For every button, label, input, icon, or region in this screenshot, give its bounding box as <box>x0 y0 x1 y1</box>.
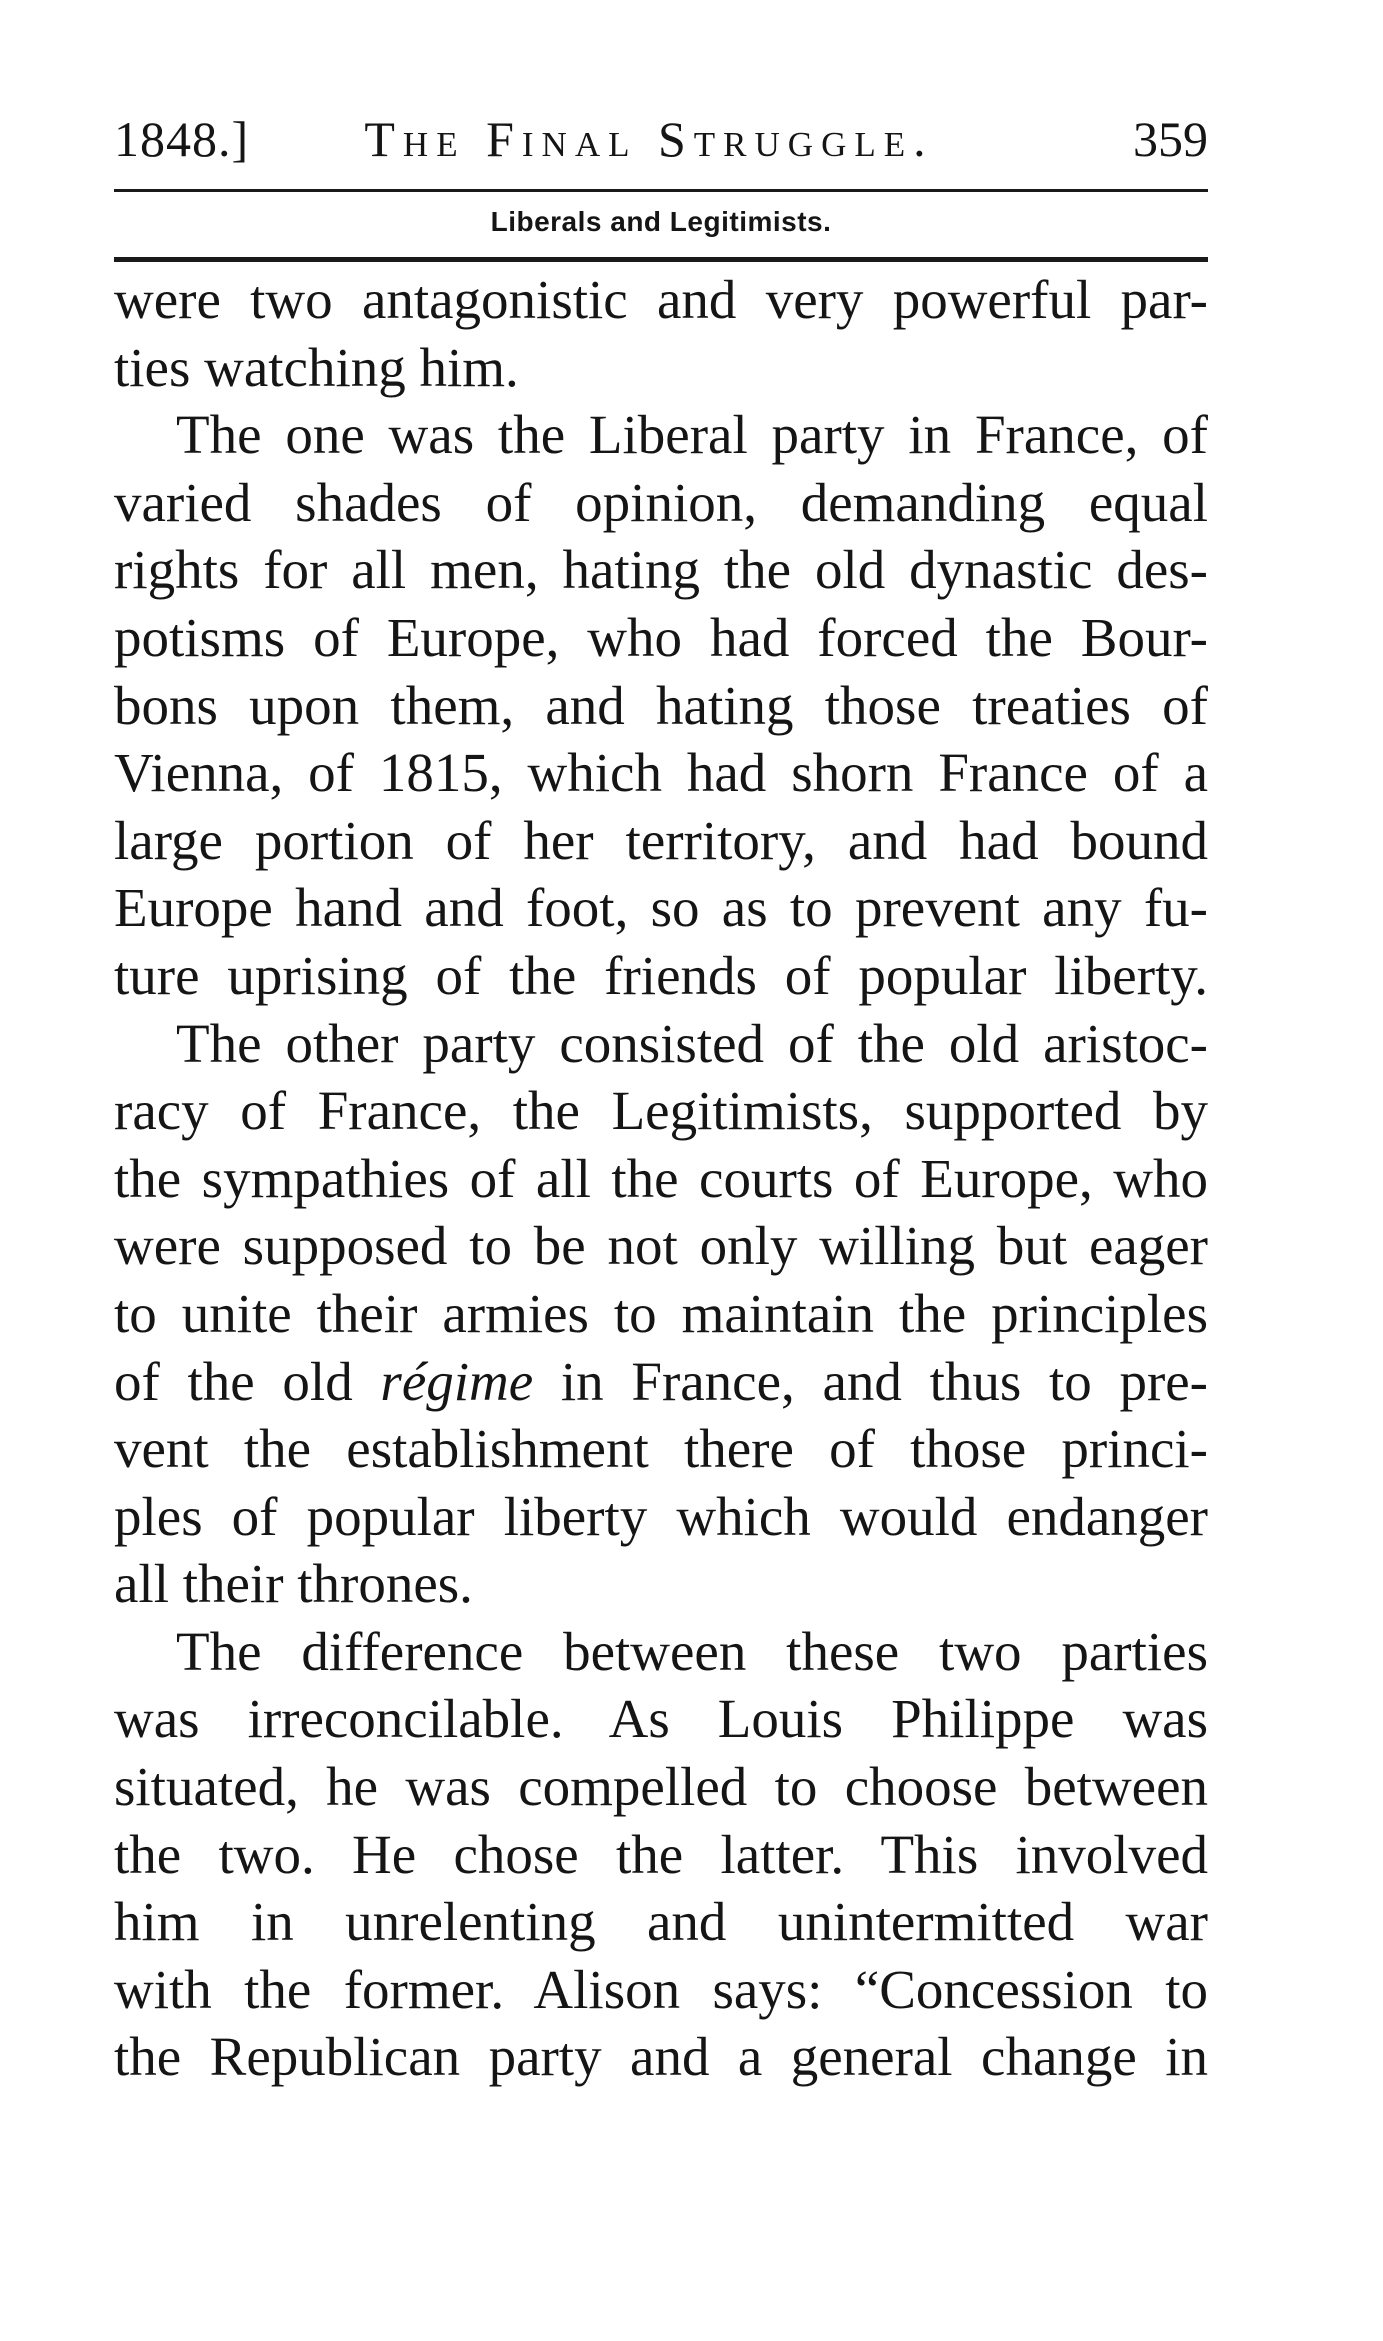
text-line: Europe hand and foot, so as to prevent any fu- <box>114 877 1208 939</box>
text-line: varied shades of opinion, demanding equal <box>114 471 1208 533</box>
paragraph-first-line: The difference between these two parties <box>176 1620 1208 1682</box>
page-number: 359 <box>1133 111 1208 167</box>
text-line: Vienna, of 1815, which had shorn France of a <box>114 742 1208 804</box>
text-segment: of the old <box>114 1350 381 1412</box>
text-line: to unite their armies to maintain the principles <box>114 1282 1208 1344</box>
text-line: all their thrones. <box>114 1553 473 1615</box>
text-line: the sympathies of all the courts of Europe, who <box>114 1147 1208 1209</box>
header-rule-bottom <box>114 257 1208 262</box>
section-heading: Liberals and Legitimists. <box>490 206 832 237</box>
text-line: racy of France, the Legitimists, supported by <box>114 1080 1208 1142</box>
text-line: bons upon them, and hating those treaties of <box>114 674 1208 736</box>
text-line: the two. He chose the latter. This involved <box>114 1823 1208 1885</box>
header-rule-top <box>114 189 1208 192</box>
text-line: vent the establishment there of those princi- <box>114 1418 1208 1480</box>
body-text <box>114 266 1208 2091</box>
text-line: were supposed to be not only willing but eager <box>114 1215 1208 1277</box>
text-line: ture uprising of the friends of popular liberty. <box>114 944 1208 1006</box>
paragraph-first-line: The one was the Liberal party in France, of <box>176 404 1208 466</box>
running-head-year: 1848.] <box>114 111 250 167</box>
text-line: ples of popular liberty which would endanger <box>114 1485 1208 1547</box>
text-line: him in unrelenting and unintermitted war <box>114 1891 1208 1953</box>
text-line: ties watching him. <box>114 336 519 398</box>
paragraph-first-line: The other party consisted of the old aristoc- <box>176 1012 1208 1074</box>
text-segment: in France, and thus to pre- <box>533 1350 1208 1412</box>
text-line: situated, he was compelled to choose between <box>114 1756 1208 1818</box>
text-line: large portion of her territory, and had bound <box>114 809 1208 871</box>
italic-term: régime <box>380 1350 534 1412</box>
text-line: potisms of Europe, who had forced the Bour- <box>114 606 1208 668</box>
text-line: were two antagonistic and very powerful par- <box>114 269 1208 330</box>
text-line: the Republican party and a general change in <box>114 2026 1208 2088</box>
text-line: with the former. Alison says: “Concession to <box>114 1958 1208 2020</box>
text-line: was irreconcilable. As Louis Philippe was <box>114 1688 1208 1750</box>
running-head-title: The Final Struggle. <box>364 111 934 167</box>
text-line: rights for all men, hating the old dynastic des- <box>114 539 1208 601</box>
text-line <box>114 1348 1208 1416</box>
running-head <box>114 104 1208 174</box>
